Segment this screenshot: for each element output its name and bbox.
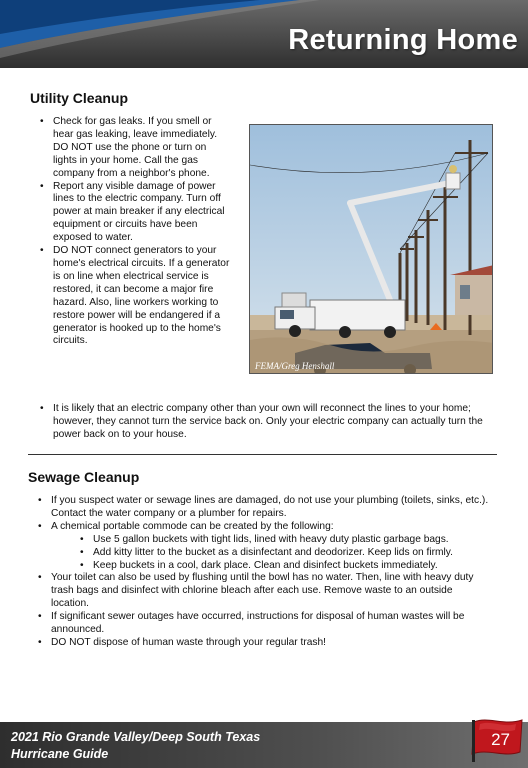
list-item: • It is likely that an electric company other than your own will reconnect the lines to your home; however, they cannot turn the service back on. Only your electric company can actually turn the power back on to your house. [40,403,495,442]
footer-guide-title: 2021 Rio Grande Valley/Deep South Texas [11,730,261,744]
list-item: • DO NOT dispose of human waste through your regular trash! [38,637,493,650]
list-item: • If significant sewer outages have occurred, instructions for disposal of human wastes will be announced. [38,611,493,637]
list-item-text: A chemical portable commode can be created by the following: [51,520,334,532]
page-footer [0,722,528,768]
list-item: • Your toilet can also be used by flushing until the bowl has no water. Then, line with heavy duty trash bags and disinfect with chlorine bleach after each use. Remove waste to an outside location. [38,572,493,611]
sewage-bullet-list [38,495,493,650]
section-divider [28,454,497,455]
list-item: • Report any visible damage of power lines to the electric company. Turn off power at main breaker if any electrical equipment or circuits have been exposed to water. [40,181,230,246]
page-number: 27 [491,730,510,749]
utility-workers-photo [249,124,493,374]
footer-guide-subtitle: Hurricane Guide [11,747,109,761]
list-item: • If you suspect water or sewage lines are damaged, do not use your plumbing (toilets, sinks, etc.). Contact the water company or a plumber for repairs. [38,495,493,521]
sub-list-item: • Add kitty litter to the bucket as a disinfectant and deodorizer. Keep lids on firmly. [80,547,493,560]
sub-list-item: • Use 5 gallon buckets with tight lids, lined with heavy duty plastic garbage bags. [80,534,493,547]
sewage-cleanup-heading: Sewage Cleanup [28,469,140,485]
page-title: Returning Home [288,24,518,56]
page-header [0,0,528,68]
photo-credit: FEMA/Greg Henshall [255,361,335,371]
list-item: • Check for gas leaks. If you smell or hear gas leaking, leave immediately. DO NOT use the phone or turn on lights in your home. Call the gas company from a neighbor's phone. [40,116,230,181]
utility-bullet-list-wide [40,403,495,442]
list-item [38,521,493,573]
utility-cleanup-heading: Utility Cleanup [30,90,129,106]
utility-bullet-list [40,116,230,348]
sewage-sub-bullet-list [80,534,493,573]
sub-list-item: • Keep buckets in a cool, dark place. Clean and disinfect buckets immediately. [80,560,493,573]
list-item: • DO NOT connect generators to your home's electrical circuits. If a generator is on line when electrical service is restored, it can become a major fire hazard. Also, line workers working to restore power will be endangered if a generator is hooked up to the home's circuits. [40,245,230,348]
